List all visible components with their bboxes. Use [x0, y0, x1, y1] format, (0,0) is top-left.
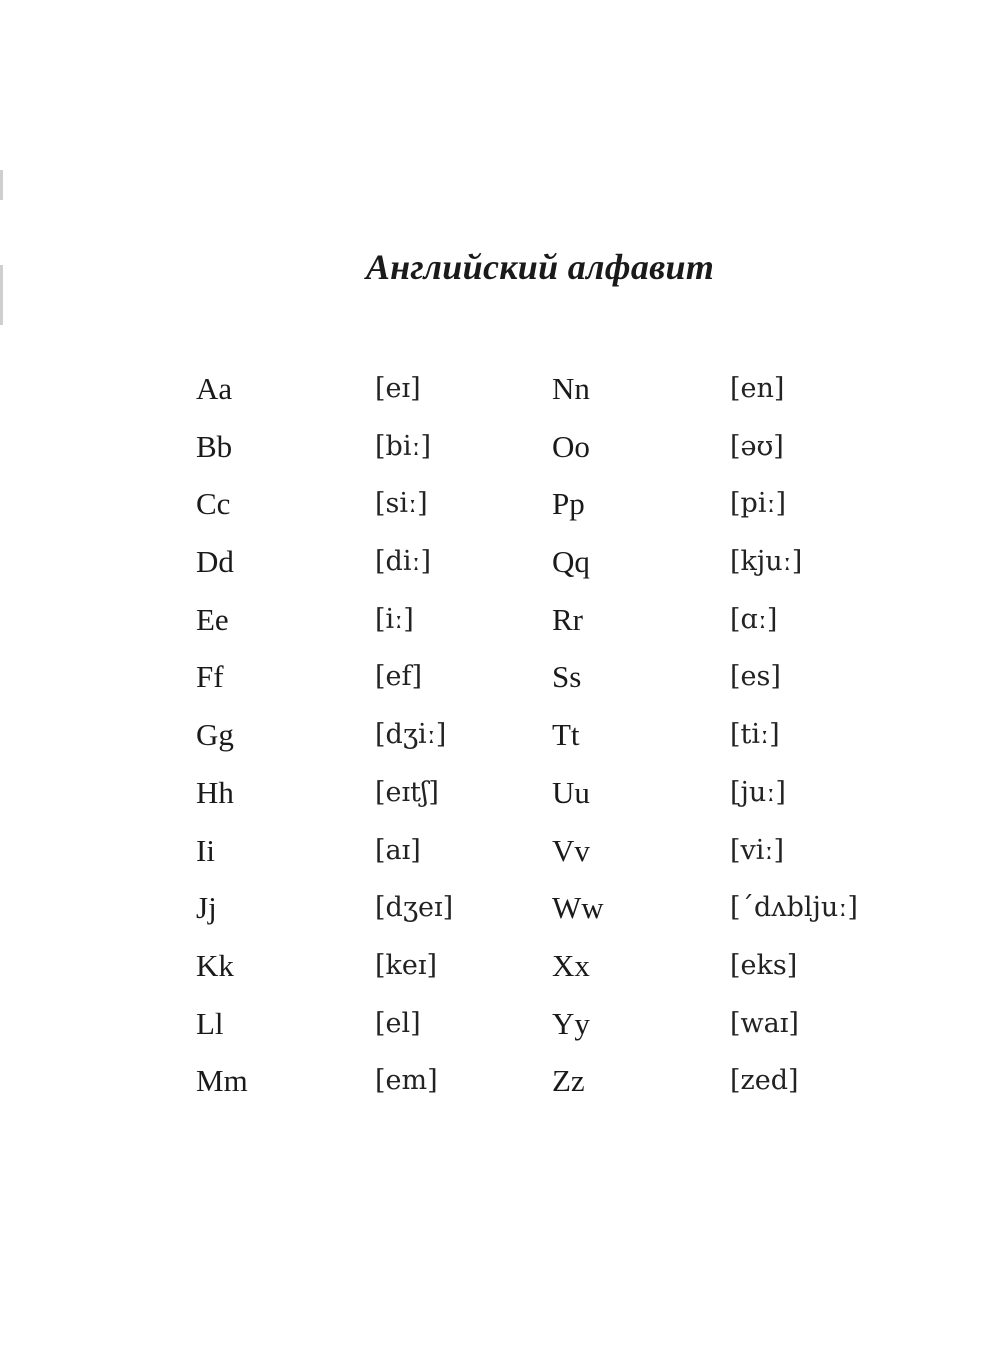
transcription: [iː] [375, 603, 414, 635]
letter: Yy [552, 1005, 590, 1041]
page-title: Английский алфавит [365, 247, 715, 287]
letter: Ee [196, 601, 229, 637]
transcription: [zed] [730, 1065, 799, 1097]
letter: Bb [196, 428, 233, 464]
transcription: [waɪ] [730, 1007, 799, 1039]
transcription: [es] [730, 661, 781, 693]
transcription: [siː] [375, 488, 428, 520]
transcription: [eɪ] [375, 373, 421, 404]
letter: Qq [552, 544, 590, 580]
transcription: [en] [730, 373, 785, 404]
transcription: [ɑː] [730, 603, 778, 635]
letters-column-left [196, 360, 248, 1110]
letter: Nn [552, 371, 590, 406]
transcription: [eks] [730, 949, 798, 981]
transcriptions-column-left [375, 360, 453, 1110]
scan-edge-mark [0, 170, 3, 200]
letter: Kk [196, 947, 234, 983]
transcription: [tiː] [730, 719, 780, 751]
letter: Xx [552, 947, 590, 983]
transcription: [dʒiː] [375, 719, 447, 751]
transcription: [diː] [375, 546, 432, 578]
transcription: [viː] [730, 834, 785, 866]
transcription: [ˊdʌbljuː] [730, 892, 858, 924]
letter: Oo [552, 428, 590, 464]
letter: Dd [196, 544, 234, 580]
letter: Ww [552, 890, 604, 926]
letter: Ss [552, 659, 582, 695]
letter: Gg [196, 717, 234, 753]
transcription: [em] [375, 1065, 438, 1097]
scan-edge-mark [0, 265, 3, 325]
letter: Ii [196, 832, 215, 868]
transcription: [piː] [730, 488, 787, 520]
transcription: [juː] [730, 776, 786, 808]
letter: Jj [196, 890, 217, 926]
transcriptions-column-right [730, 360, 858, 1110]
transcription: [kjuː] [730, 546, 803, 578]
letter: Ff [196, 659, 224, 695]
transcription: [keɪ] [375, 949, 438, 981]
transcription: [el] [375, 1007, 421, 1039]
letter: Pp [552, 486, 585, 522]
transcription: [ef] [375, 661, 423, 693]
transcription: [eɪtʃ] [375, 776, 439, 808]
transcription: [dʒeɪ] [375, 892, 454, 924]
letter: Vv [552, 832, 590, 868]
letter: Ll [196, 1005, 224, 1041]
letter: Zz [552, 1063, 585, 1099]
letter: Uu [552, 774, 590, 810]
transcription: [aɪ] [375, 834, 421, 866]
letter: Hh [196, 774, 234, 810]
letter: Cc [196, 486, 231, 522]
letter: Mm [196, 1063, 248, 1099]
letter: Tt [552, 717, 580, 753]
letters-column-right [552, 360, 604, 1110]
transcription: [biː] [375, 430, 432, 462]
letter: Rr [552, 601, 583, 637]
letter: Aa [196, 371, 233, 406]
transcription: [əʊ] [730, 430, 784, 462]
